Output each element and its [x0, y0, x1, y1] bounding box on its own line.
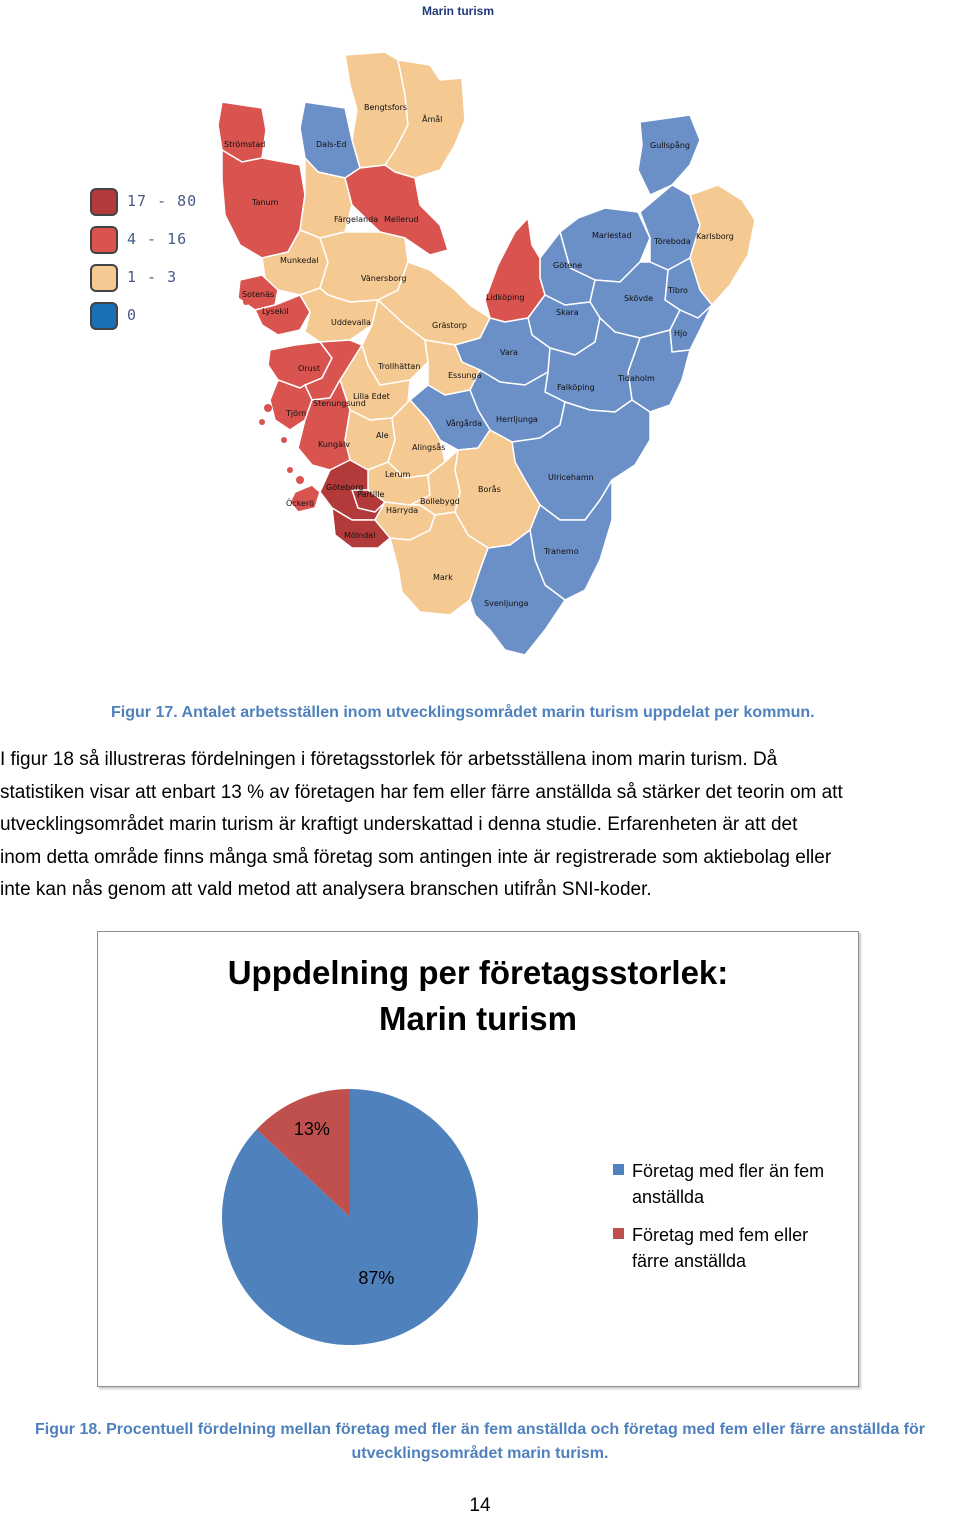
legend-text [632, 1222, 857, 1274]
municipality-label: Göteborg [326, 483, 364, 492]
municipality-label: Tjörn [286, 409, 307, 418]
municipality-label: Tanum [252, 198, 279, 207]
pie-data-label-1: 13% [293, 1118, 330, 1139]
municipality-label: Vårgårda [446, 419, 483, 428]
legend-swatch [90, 226, 118, 254]
page-number: 14 [469, 1495, 491, 1516]
municipality-label: Öckerö [286, 499, 314, 508]
figure-18-caption [0, 1418, 960, 1466]
municipality-label: Gullspång [650, 141, 691, 150]
body-line: inom detta område finns många små företag som antingen inte är registrerade som aktiebolag eller [0, 846, 832, 868]
municipality-label: Åmål [422, 115, 443, 124]
municipality-label: Herrljunga [496, 415, 538, 424]
municipality-label: Trollhättan [378, 362, 421, 371]
legend-label: 4 - 16 [127, 230, 188, 248]
legend-label: 1 - 3 [127, 268, 178, 286]
body-line: utvecklingsområdet marin turism är kraftigt underskattad i denna studie. Erfarenheten är att det [0, 814, 798, 835]
municipality-label: Dals-Ed [316, 140, 347, 149]
municipality-label: Töreboda [654, 237, 691, 246]
municipality-region [638, 115, 700, 195]
legend-text-line: färre anställda [632, 1251, 747, 1271]
municipality-label: Lilla Edet [353, 392, 390, 401]
chart-title-line-2: Marin turism [378, 1000, 578, 1037]
municipality-label: Sotenäs [242, 290, 275, 299]
municipality-label: Bengtsfors [364, 103, 408, 112]
body-line: statistiken visar att enbart 13 % av företagen har fem eller färre anställda så stärker det teorin om att [0, 781, 843, 803]
municipality-label: Lidköping [486, 293, 525, 302]
municipality-label: Karlsborg [696, 232, 734, 241]
municipality-label: Grästorp [432, 321, 467, 330]
municipality-label: Götene [553, 261, 583, 270]
municipality-label: Färgelanda [334, 215, 379, 224]
municipality-map [0, 0, 960, 680]
municipality-label: Essunga [448, 371, 482, 380]
municipality-label: Borås [478, 485, 501, 494]
chart-title-line-1: Uppdelning per företagsstorlek: [227, 954, 729, 991]
body-line: I figur 18 så illustreras fördelningen i företagsstorlek för arbetsställena inom marin turism. Då [0, 749, 778, 770]
figure-17-caption: Figur 17. Antalet arbetsställen inom utvecklingsområdet marin turism uppdelat per kommun. [111, 704, 815, 721]
municipality-label: Tibro [668, 286, 688, 295]
municipality-label: Falköping [557, 383, 595, 392]
municipality-label: Uddevalla [331, 318, 371, 327]
pie-data-label-0: 87% [358, 1268, 395, 1289]
municipality-label: Lerum [385, 470, 411, 479]
municipality-label: Skövde [624, 294, 654, 303]
legend-item-17-80 [90, 188, 230, 218]
municipality-label: Tidaholm [618, 374, 655, 383]
legend-swatch-large [613, 1164, 624, 1175]
legend-text-line: Företag med fler än fem [632, 1161, 825, 1181]
municipality-label: Strömstad [224, 140, 266, 149]
legend-text [632, 1158, 857, 1210]
municipality-label: Orust [298, 364, 320, 373]
municipality-label: Vara [500, 348, 518, 357]
pie-chart-frame [97, 931, 859, 1387]
municipality-label: Mariestad [592, 231, 632, 240]
municipality-label: Bollebygd [420, 497, 460, 506]
municipality-label: Tranemo [544, 547, 579, 556]
body-line: inte kan nås genom att vald metod att analysera branschen utifrån SNI-koder. [0, 879, 652, 900]
legend-item-4-16 [90, 226, 230, 256]
legend-swatch [90, 302, 118, 330]
legend-item-1-3 [90, 264, 230, 294]
figure-18-caption-line: utvecklingsområdet marin turism. [351, 1445, 609, 1462]
municipality-label: Mark [433, 573, 453, 582]
legend-label: 17 - 80 [127, 192, 198, 210]
legend-swatch [90, 264, 118, 292]
municipality-label: Hjo [674, 329, 688, 338]
body-paragraph [0, 744, 960, 907]
map-title: Marin turism [421, 4, 494, 18]
legend-label: 0 [127, 306, 138, 324]
municipality-label: Mölndal [344, 531, 376, 540]
legend-text-line: Företag med fem eller [632, 1225, 809, 1245]
legend-swatch [90, 188, 118, 216]
legend-swatch-small [613, 1228, 624, 1239]
legend-item-0 [90, 302, 230, 332]
municipality-label: Ale [376, 431, 389, 440]
municipality-label: Alingsås [412, 443, 446, 452]
municipality-label: Härryda [386, 506, 419, 515]
municipality-label: Lysekil [262, 307, 289, 316]
municipality-label: Munkedal [280, 256, 319, 265]
municipality-label: Mellerud [384, 215, 419, 224]
municipality-label: Stenungsund [313, 399, 366, 408]
municipality-label: Skara [556, 308, 579, 317]
figure-18-caption-line: Figur 18. Procentuell fördelning mellan företag med fler än fem anställda och företag med fem eller färre anställda för [35, 1421, 925, 1438]
municipality-label: Ulricehamn [548, 473, 594, 482]
municipality-label: Svenljunga [484, 599, 529, 608]
legend-text-line: anställda [632, 1187, 705, 1207]
municipality-label: Partille [357, 490, 385, 499]
municipality-label: Vänersborg [361, 274, 407, 283]
municipality-label: Kungälv [318, 440, 350, 449]
